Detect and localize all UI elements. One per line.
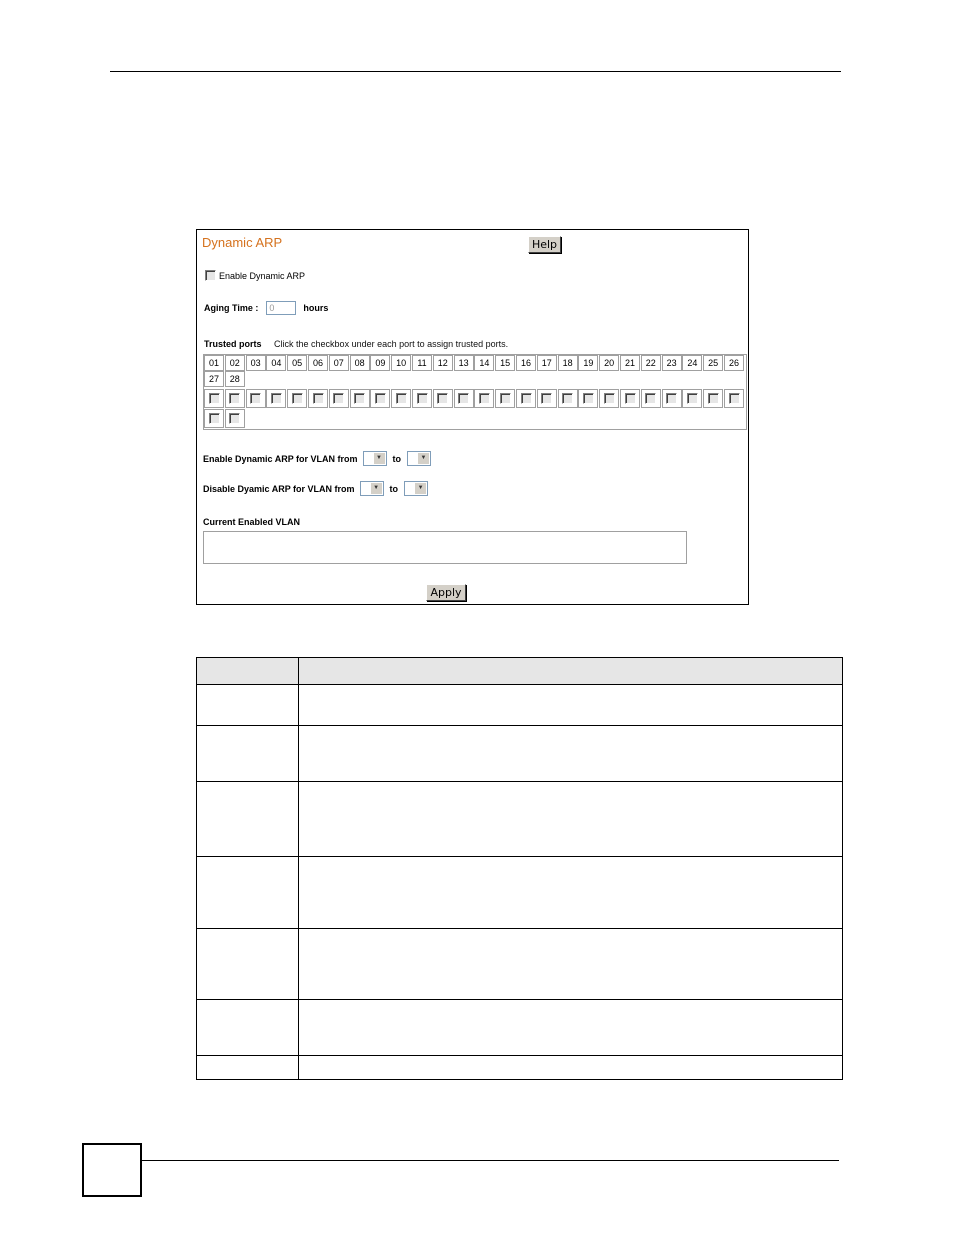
trusted-port-checkbox[interactable] — [708, 393, 719, 404]
port-label: 04 — [266, 355, 286, 371]
table-row — [197, 1056, 843, 1080]
port-cell — [578, 389, 598, 408]
chevron-down-icon: ▼ — [418, 453, 429, 464]
trusted-port-checkbox[interactable] — [666, 393, 677, 404]
port-label: 15 — [495, 355, 515, 371]
trusted-port-checkbox[interactable] — [500, 393, 511, 404]
port-cell — [350, 389, 370, 408]
port-cell — [266, 389, 286, 408]
chevron-down-icon: ▼ — [374, 453, 385, 464]
chevron-down-icon: ▼ — [371, 483, 382, 494]
table-header-row — [197, 658, 843, 685]
table-row — [197, 782, 843, 857]
disable-vlan-from-select[interactable] — [360, 481, 384, 496]
port-label: 05 — [287, 355, 307, 371]
trusted-port-checkbox[interactable] — [229, 393, 240, 404]
port-cell — [724, 389, 744, 408]
table-cell-description — [299, 782, 843, 857]
port-cell — [703, 389, 723, 408]
port-cell — [641, 389, 661, 408]
table-row — [197, 929, 843, 1000]
port-cell — [662, 389, 682, 408]
header-rule — [110, 71, 841, 72]
port-label: 08 — [350, 355, 370, 371]
table-cell-description — [299, 726, 843, 782]
trusted-port-checkbox[interactable] — [313, 393, 324, 404]
table-row — [197, 857, 843, 929]
table-cell-label — [197, 685, 299, 726]
disable-vlan-row — [203, 481, 428, 496]
enable-vlan-row — [203, 451, 431, 466]
port-label: 23 — [662, 355, 682, 371]
port-cell — [308, 389, 328, 408]
panel-title: Dynamic ARP — [202, 235, 283, 250]
chevron-down-icon: ▼ — [415, 483, 426, 494]
help-button[interactable]: Help — [528, 236, 561, 253]
apply-button[interactable]: Apply — [426, 584, 466, 601]
trusted-port-checkbox[interactable] — [354, 393, 365, 404]
trusted-port-checkbox[interactable] — [209, 413, 220, 424]
port-cell — [474, 389, 494, 408]
trusted-port-checkbox[interactable] — [645, 393, 656, 404]
port-label: 01 — [204, 355, 224, 371]
page-number-box — [82, 1143, 142, 1197]
trusted-port-checkbox[interactable] — [250, 393, 261, 404]
enable-dynamic-arp-row — [205, 270, 305, 281]
port-cell — [682, 389, 702, 408]
port-label: 22 — [641, 355, 661, 371]
port-cell — [412, 389, 432, 408]
port-label: 27 — [204, 371, 224, 387]
table-row — [197, 685, 843, 726]
footer-rule — [141, 1160, 839, 1161]
port-cell — [620, 389, 640, 408]
port-cell — [558, 389, 578, 408]
port-label: 24 — [682, 355, 702, 371]
enable-dynamic-arp-checkbox[interactable] — [205, 270, 216, 281]
trusted-port-checkbox[interactable] — [375, 393, 386, 404]
port-label: 07 — [329, 355, 349, 371]
trusted-ports-grid — [203, 354, 747, 430]
table-cell-label — [197, 857, 299, 929]
port-cell — [225, 389, 245, 408]
hours-label: hours — [303, 303, 329, 313]
port-label: 16 — [516, 355, 536, 371]
table-cell-label — [197, 782, 299, 857]
table-cell-description — [299, 685, 843, 726]
port-cell — [204, 389, 224, 408]
trusted-port-checkbox[interactable] — [458, 393, 469, 404]
trusted-port-checkbox[interactable] — [229, 413, 240, 424]
trusted-port-checkbox[interactable] — [541, 393, 552, 404]
disable-vlan-label: Disable Dyamic ARP for VLAN from — [203, 483, 355, 494]
port-label: 13 — [454, 355, 474, 371]
port-label: 02 — [225, 355, 245, 371]
port-cell — [495, 389, 515, 408]
port-cell — [225, 409, 245, 428]
table-cell-description — [299, 929, 843, 1000]
port-label: 11 — [412, 355, 432, 371]
port-label: 28 — [225, 371, 245, 387]
port-cell — [391, 389, 411, 408]
port-cell — [537, 389, 557, 408]
table-cell-label — [197, 1056, 299, 1080]
trusted-port-checkbox[interactable] — [625, 393, 636, 404]
port-cell — [516, 389, 536, 408]
dynamic-arp-panel — [196, 229, 749, 605]
port-label: 09 — [370, 355, 390, 371]
trusted-port-checkbox[interactable] — [417, 393, 428, 404]
trusted-port-checkbox[interactable] — [271, 393, 282, 404]
trusted-port-checkbox[interactable] — [687, 393, 698, 404]
table-row — [197, 726, 843, 782]
trusted-port-checkbox[interactable] — [209, 393, 220, 404]
port-label: 25 — [703, 355, 723, 371]
disable-vlan-to-select[interactable] — [404, 481, 428, 496]
table-cell-label — [197, 1000, 299, 1056]
trusted-port-checkbox[interactable] — [562, 393, 573, 404]
current-enabled-vlan-box — [203, 531, 687, 564]
trusted-port-checkbox[interactable] — [396, 393, 407, 404]
table-header-label — [197, 658, 299, 685]
disable-vlan-to-label: to — [389, 483, 399, 494]
aging-time-row — [204, 301, 328, 315]
trusted-port-checkbox[interactable] — [583, 393, 594, 404]
current-enabled-vlan-label: Current Enabled VLAN — [203, 517, 301, 527]
enable-vlan-to-label: to — [392, 453, 402, 464]
port-cell — [329, 389, 349, 408]
enable-vlan-label: Enable Dynamic ARP for VLAN from — [203, 453, 358, 464]
table-cell-description — [299, 1000, 843, 1056]
port-label: 19 — [578, 355, 598, 371]
enable-dynamic-arp-label: Enable Dynamic ARP — [219, 270, 306, 281]
table-cell-description — [299, 857, 843, 929]
port-cell — [433, 389, 453, 408]
trusted-ports-hint: Click the checkbox under each port to assign trusted ports. — [274, 339, 509, 349]
port-label: 06 — [308, 355, 328, 371]
trusted-ports-row — [204, 339, 508, 349]
port-label: 26 — [724, 355, 744, 371]
port-label: 03 — [246, 355, 266, 371]
trusted-ports-label: Trusted ports — [204, 339, 262, 349]
table-header-description — [299, 658, 843, 685]
table-cell-description — [299, 1056, 843, 1080]
trusted-port-checkbox[interactable] — [437, 393, 448, 404]
port-cell — [370, 389, 390, 408]
table-cell-label — [197, 726, 299, 782]
port-label: 10 — [391, 355, 411, 371]
port-cell — [454, 389, 474, 408]
trusted-port-checkbox[interactable] — [333, 393, 344, 404]
aging-time-label: Aging Time : — [204, 303, 259, 313]
enable-vlan-to-select[interactable] — [407, 451, 431, 466]
port-cell — [599, 389, 619, 408]
port-label: 12 — [433, 355, 453, 371]
port-label: 21 — [620, 355, 640, 371]
aging-time-input[interactable]: 0 — [266, 301, 296, 315]
port-label: 14 — [474, 355, 494, 371]
field-description-table — [196, 657, 843, 1080]
table-row — [197, 1000, 843, 1056]
port-cell — [246, 389, 266, 408]
trusted-port-checkbox[interactable] — [604, 393, 615, 404]
port-label: 17 — [537, 355, 557, 371]
port-cell — [287, 389, 307, 408]
enable-vlan-from-select[interactable] — [363, 451, 387, 466]
trusted-port-checkbox[interactable] — [479, 393, 490, 404]
port-label: 20 — [599, 355, 619, 371]
port-label: 18 — [558, 355, 578, 371]
trusted-port-checkbox[interactable] — [729, 393, 740, 404]
trusted-port-checkbox[interactable] — [292, 393, 303, 404]
port-cell — [204, 409, 224, 428]
trusted-port-checkbox[interactable] — [521, 393, 532, 404]
table-cell-label — [197, 929, 299, 1000]
